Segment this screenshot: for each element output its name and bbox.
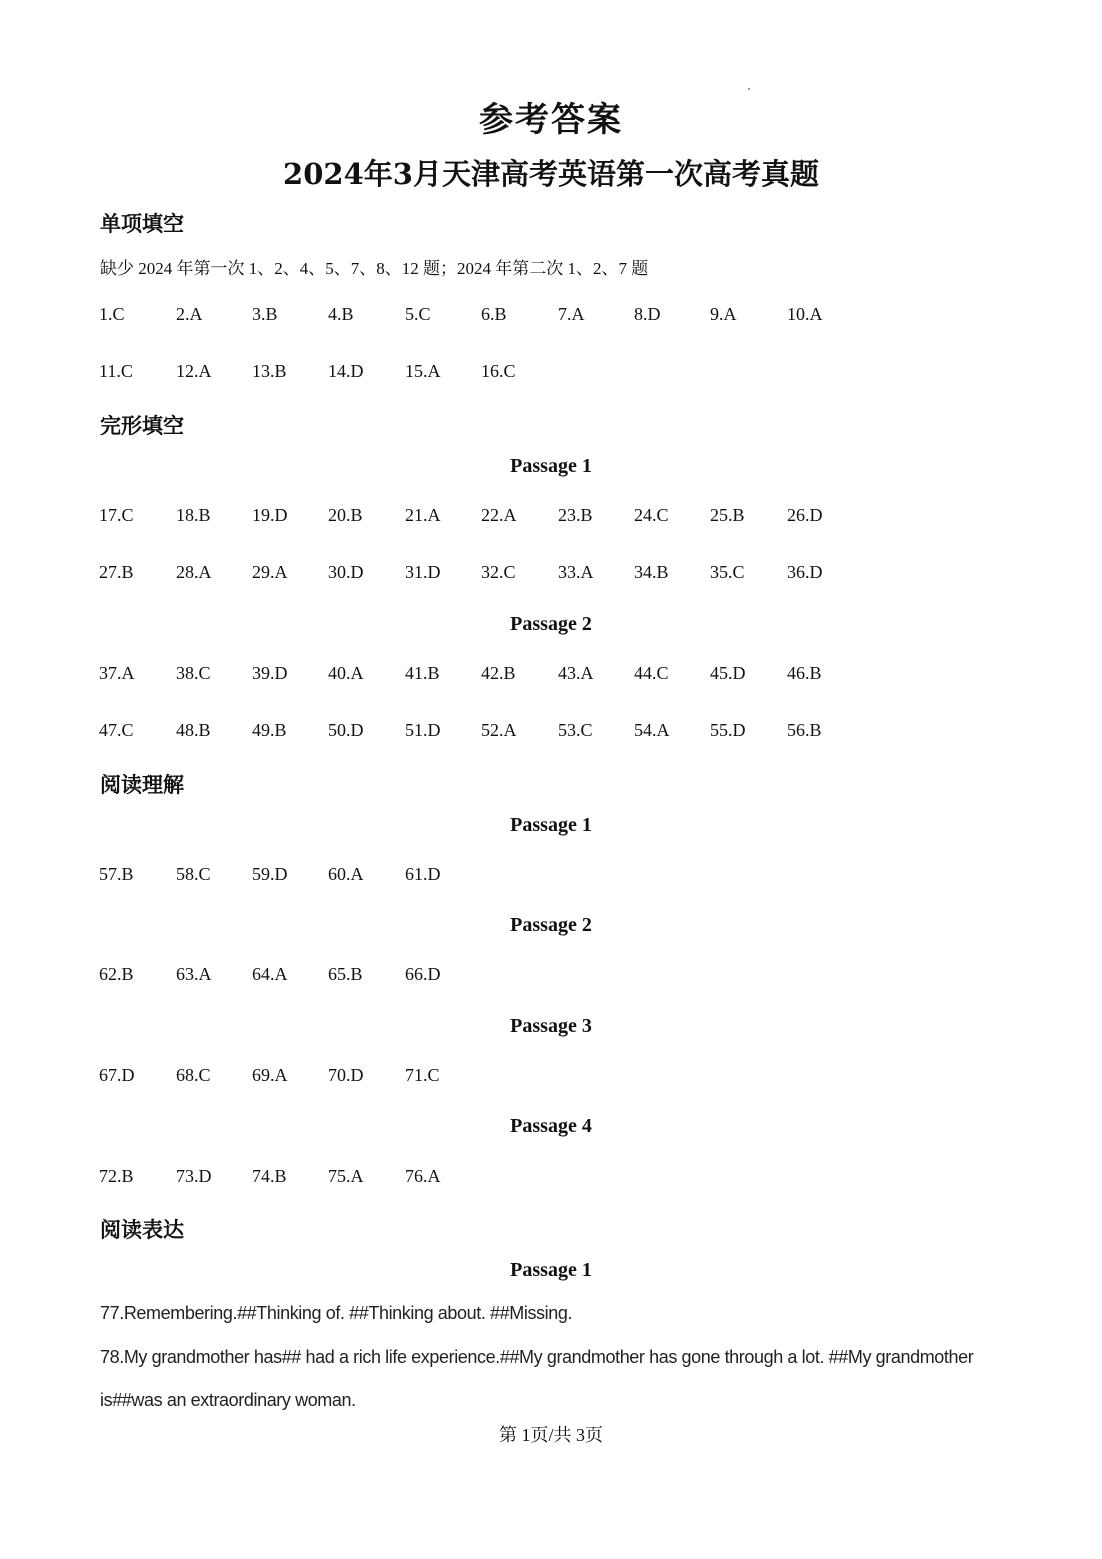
answer-item: 39.D — [252, 663, 288, 683]
answer-item: 68.C — [176, 1065, 211, 1085]
answer-item: 62.B — [99, 964, 134, 984]
section-heading-expression: 阅读表达 — [100, 1217, 184, 1242]
page-footer: 第 1页/共 3页 — [498, 1425, 603, 1445]
answer-item: 61.D — [405, 864, 441, 884]
answer-item: 59.D — [252, 864, 288, 884]
answer-item: 5.C — [405, 304, 431, 324]
answer-item: 74.B — [252, 1166, 287, 1186]
answer-item: 24.C — [634, 505, 669, 525]
page-title: 参考答案 — [479, 100, 623, 140]
answer-item: 26.D — [787, 505, 823, 525]
answer-item: 17.C — [99, 505, 134, 525]
answer-item: 11.C — [99, 361, 133, 381]
answer-item: 49.B — [252, 720, 287, 740]
answer-item: 63.A — [176, 964, 212, 984]
answer-item: 72.B — [99, 1166, 134, 1186]
answer-item: 27.B — [99, 562, 134, 582]
answer-item: 29.A — [252, 562, 288, 582]
answer-item: 35.C — [710, 562, 745, 582]
answer-item: 73.D — [176, 1166, 212, 1186]
answer-item: 13.B — [252, 361, 287, 381]
answer-item: 12.A — [176, 361, 212, 381]
answer-item: 23.B — [558, 505, 593, 525]
answer-item: 43.A — [558, 663, 594, 683]
answer-item: 41.B — [405, 663, 440, 683]
answer-item: 22.A — [481, 505, 517, 525]
answer-item: 75.A — [328, 1166, 364, 1186]
answer-item: 65.B — [328, 964, 363, 984]
section-heading-single-choice: 单项填空 — [100, 211, 184, 236]
passage-label: Passage 1 — [510, 1259, 592, 1281]
passage-label: Passage 2 — [510, 914, 592, 936]
answer-item: 19.D — [252, 505, 288, 525]
passage-label: Passage 3 — [510, 1015, 592, 1037]
answer-item: 53.C — [558, 720, 593, 740]
answer-item: 55.D — [710, 720, 746, 740]
answer-item: 1.C — [99, 304, 125, 324]
answer-item: 40.A — [328, 663, 364, 683]
answer-item: 70.D — [328, 1065, 364, 1085]
answer-item: 44.C — [634, 663, 669, 683]
answer-item: 46.B — [787, 663, 822, 683]
answer-item: 50.D — [328, 720, 364, 740]
answer-item: 52.A — [481, 720, 517, 740]
answer-item: 25.B — [710, 505, 745, 525]
answer-item: 38.C — [176, 663, 211, 683]
passage-label: Passage 2 — [510, 613, 592, 635]
answer-item: 48.B — [176, 720, 211, 740]
answer-item: 8.D — [634, 304, 661, 324]
passage-label: Passage 1 — [510, 455, 592, 477]
answer-item: 32.C — [481, 562, 516, 582]
answer-item: 15.A — [405, 361, 441, 381]
answer-item: 42.B — [481, 663, 516, 683]
answer-item: 3.B — [252, 304, 278, 324]
answer-item: 16.C — [481, 361, 516, 381]
passage-label: Passage 4 — [510, 1115, 592, 1137]
answer-item: 33.A — [558, 562, 594, 582]
answer-item: 20.B — [328, 505, 363, 525]
answer-item: 71.C — [405, 1065, 440, 1085]
answer-item: 60.A — [328, 864, 364, 884]
answer-78-continued: is##was an extraordinary woman. — [100, 1390, 356, 1410]
answer-item: 57.B — [99, 864, 134, 884]
answer-item: 69.A — [252, 1065, 288, 1085]
answer-item: 30.D — [328, 562, 364, 582]
answer-item: 37.A — [99, 663, 135, 683]
answer-item: 56.B — [787, 720, 822, 740]
answer-item: 45.D — [710, 663, 746, 683]
answer-78: 78.My grandmother has## had a rich life experience.##My grandmother has gone through a lot. ##My grandmother — [100, 1347, 974, 1367]
answer-item: 14.D — [328, 361, 364, 381]
section-heading-cloze: 完形填空 — [100, 413, 184, 438]
answer-item: 47.C — [99, 720, 134, 740]
answer-item: 76.A — [405, 1166, 441, 1186]
answer-item: 18.B — [176, 505, 211, 525]
answer-item: 51.D — [405, 720, 441, 740]
answer-item: 58.C — [176, 864, 211, 884]
answer-77: 77.Remembering.##Thinking of. ##Thinking about. ##Missing. — [100, 1303, 573, 1323]
answer-item: 31.D — [405, 562, 441, 582]
answer-item: 6.B — [481, 304, 507, 324]
answer-item: 36.D — [787, 562, 823, 582]
answer-item: 9.A — [710, 304, 737, 324]
answer-item: 54.A — [634, 720, 670, 740]
answer-item: 66.D — [405, 964, 441, 984]
answer-item: 21.A — [405, 505, 441, 525]
answer-item: 7.A — [558, 304, 585, 324]
answer-item: 10.A — [787, 304, 823, 324]
answer-item: 34.B — [634, 562, 669, 582]
section-heading-reading: 阅读理解 — [100, 772, 184, 797]
answer-item: 64.A — [252, 964, 288, 984]
scan-speck — [748, 88, 750, 90]
answer-item: 28.A — [176, 562, 212, 582]
answer-item: 2.A — [176, 304, 203, 324]
missing-questions-note: 缺少 2024 年第一次 1、2、4、5、7、8、12 题；2024 年第二次 1、2、7 题 — [100, 259, 649, 278]
answer-item: 4.B — [328, 304, 354, 324]
passage-label: Passage 1 — [510, 814, 592, 836]
answer-item: 67.D — [99, 1065, 135, 1085]
page-subtitle: 2024年3月天津高考英语第一次高考真题 — [283, 157, 819, 191]
